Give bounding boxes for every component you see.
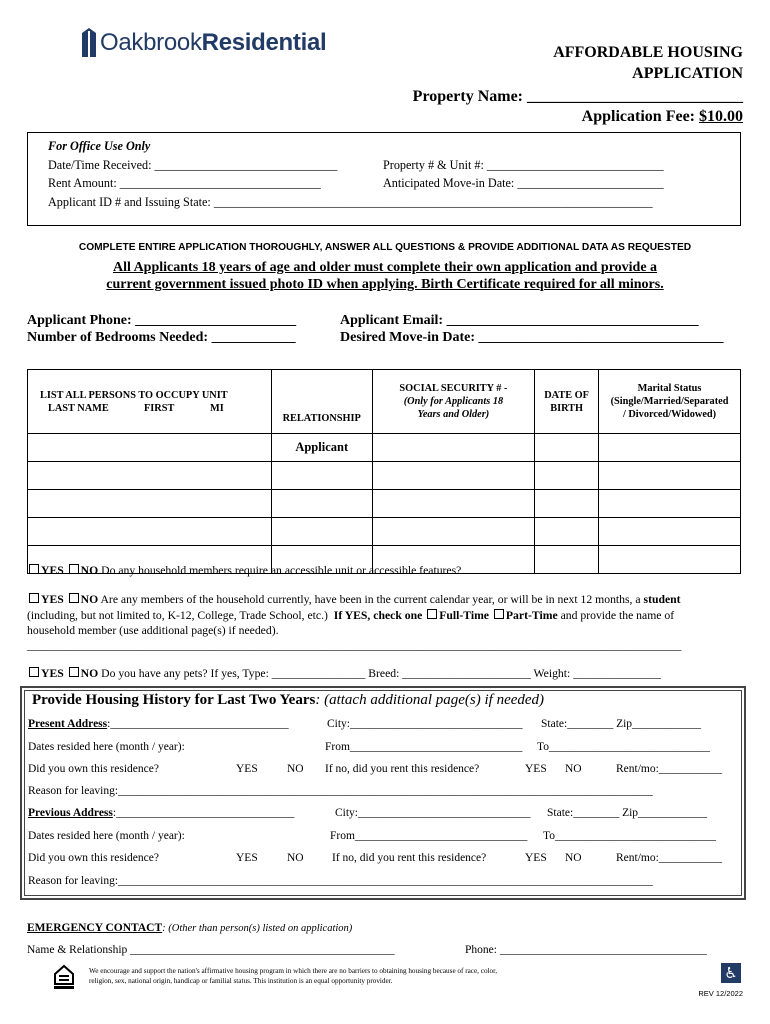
anticipated-move-in-field[interactable]: Anticipated Move-in Date: ________________________ [383, 176, 664, 190]
company-logo [80, 26, 326, 60]
previous-address-field[interactable]: Previous Address:_______________________________ [28, 807, 295, 819]
equal-opportunity-statement: We encourage and support the nation's affirmative housing program in which there are no barriers to obtaining housing because of race, color, religion, sex, national origin, handicap or familial status. This institution is an equal opportunity provider. [89, 967, 498, 985]
present-own-yes[interactable]: YES [236, 763, 258, 775]
cell-name[interactable] [28, 434, 272, 462]
student-question-line-3: household member (use additional page(s) if needed). [27, 624, 279, 637]
full-time-checkbox[interactable] [427, 609, 437, 619]
cell-dob[interactable] [535, 518, 599, 546]
previous-to-field[interactable]: To____________________________ [543, 830, 716, 842]
revision-label: REV 12/2022 [698, 989, 743, 998]
previous-city-field[interactable]: City:______________________________ [335, 807, 531, 819]
present-dates-label: Dates resided here (month / year): [28, 741, 185, 753]
student-question-line-2: (including, but not limited to, K-12, College, Trade School, etc.) If YES, check one Full-Time Part-Time and provide the name of [27, 609, 675, 622]
notice-line-2: current government issued photo ID when applying. Birth Certificate required for all minors. [106, 277, 664, 292]
previous-from-field[interactable]: From______________________________ [330, 830, 528, 842]
cell-marital[interactable] [599, 546, 741, 574]
present-address-field[interactable]: Present Address:_______________________________ [28, 718, 289, 730]
applicant-phone-field[interactable]: Applicant Phone: _______________________ [27, 313, 297, 328]
date-time-received-field[interactable]: Date/Time Received: ______________________________ [48, 157, 338, 172]
notice-line-1: All Applicants 18 years of age and older must complete their own application and provide a [112, 260, 658, 275]
emergency-contact-heading: EMERGENCY CONTACT: (Other than person(s) listed on application) [27, 922, 353, 934]
student-yes-checkbox[interactable] [29, 593, 39, 603]
emergency-name-field[interactable]: Name & Relationship ______________________________________________ [27, 944, 395, 956]
previous-own-yes[interactable]: YES [236, 852, 258, 864]
cell-name[interactable] [28, 490, 272, 518]
present-own-label: Did you own this residence? [28, 763, 159, 775]
accessible-yes-checkbox[interactable] [29, 564, 39, 574]
table-header-row [28, 370, 741, 434]
student-name-line[interactable]: ________________________________________________________________________________________________________________ [27, 639, 682, 652]
pets-question: YES NO Do you have any pets? If yes, Type: ________________ Breed: ______________________ Weight: _______________ [27, 666, 661, 682]
persons-header: LIST ALL PERSONS TO OCCUPY UNIT LAST NAME FIRST MI [28, 370, 272, 434]
present-city-field[interactable]: City:______________________________ [327, 718, 523, 730]
present-reason-field[interactable]: Reason for leaving:_____________________________________________________________________________________________ [28, 785, 653, 797]
present-to-field[interactable]: To____________________________ [537, 741, 710, 753]
student-no-checkbox[interactable] [69, 593, 79, 603]
cell-marital[interactable] [599, 518, 741, 546]
office-use-title: For Office Use Only [48, 139, 151, 153]
logo-wordmark: OakbrookResidential [100, 29, 327, 56]
cell-ssn[interactable] [372, 434, 535, 462]
previous-own-label: Did you own this residence? [28, 852, 159, 864]
office-use-box [27, 132, 741, 226]
present-from-field[interactable]: From______________________________ [325, 741, 523, 753]
logo-mark-icon [80, 27, 98, 59]
present-rent-yes[interactable]: YES [525, 763, 547, 775]
previous-rent-yes[interactable]: YES [525, 852, 547, 864]
desired-move-in-field[interactable]: Desired Move-in Date: ___________________________________ [340, 330, 724, 345]
housing-history-box [20, 686, 746, 900]
table-row[interactable] [28, 462, 741, 490]
present-rent-no[interactable]: NO [565, 763, 582, 775]
present-own-no[interactable]: NO [287, 763, 304, 775]
previous-rent-amount-field[interactable]: Rent/mo:___________ [616, 852, 723, 864]
table-row[interactable] [28, 518, 741, 546]
previous-reason-field[interactable]: Reason for leaving:_____________________________________________________________________________________________ [28, 875, 653, 887]
cell-ssn[interactable] [372, 490, 535, 518]
cell-dob[interactable] [535, 490, 599, 518]
previous-own-no[interactable]: NO [287, 852, 304, 864]
cell-relationship[interactable] [271, 490, 372, 518]
cell-ssn[interactable] [372, 462, 535, 490]
present-rent-amount-field[interactable]: Rent/mo:___________ [616, 763, 723, 775]
cell-dob[interactable] [535, 462, 599, 490]
table-row[interactable] [28, 434, 741, 462]
cell-marital[interactable] [599, 434, 741, 462]
property-unit-field[interactable]: Property # & Unit #: _____________________________ [383, 157, 664, 172]
student-question: YES NO Are any members of the household currently, have been in the current calendar year, or will be in next 12 months, a student [27, 592, 681, 608]
housing-history-title: Provide Housing History for Last Two Years: (attach additional page(s) if needed) [32, 692, 545, 708]
part-time-checkbox[interactable] [494, 609, 504, 619]
present-rent-label: If no, did you rent this residence? [325, 763, 480, 775]
marital-header: Marital Status (Single/Married/Separated / Divorced/Widowed) [599, 370, 741, 434]
previous-rent-label: If no, did you rent this residence? [332, 852, 487, 864]
accessible-question: YES NO Do any household members require an accessible unit or accessible features? [27, 563, 461, 579]
rent-amount-field[interactable]: Rent Amount: _________________________________ [48, 176, 321, 190]
previous-state-zip-field[interactable]: State:________ Zip____________ [547, 807, 708, 819]
cell-name[interactable] [28, 462, 272, 490]
emergency-phone-field[interactable]: Phone: ____________________________________ [465, 944, 707, 956]
cell-dob[interactable] [535, 546, 599, 574]
present-state-zip-field[interactable]: State:________ Zip____________ [541, 718, 702, 730]
cell-ssn[interactable] [372, 518, 535, 546]
cell-relationship[interactable] [271, 518, 372, 546]
accessible-no-checkbox[interactable] [69, 564, 79, 574]
relationship-header: RELATIONSHIP [271, 370, 372, 434]
cell-name[interactable] [28, 518, 272, 546]
occupants-table [27, 369, 741, 574]
table-row[interactable] [28, 490, 741, 518]
accessibility-icon: ♿ [721, 963, 741, 983]
form-title: AFFORDABLE HOUSING APPLICATION [553, 44, 743, 82]
pets-no-checkbox[interactable] [69, 667, 79, 677]
instructions-line: COMPLETE ENTIRE APPLICATION THOROUGHLY, ANSWER ALL QUESTIONS & PROVIDE ADDITIONAL DATA AS REQUESTED [78, 242, 692, 253]
dob-header: DATE OF BIRTH [535, 370, 599, 434]
pets-yes-checkbox[interactable] [29, 667, 39, 677]
equal-housing-icon [53, 964, 75, 990]
application-fee: Application Fee: $10.00 [581, 108, 743, 125]
property-name-field[interactable]: Property Name: ___________________________ [412, 88, 743, 105]
applicant-email-field[interactable]: Applicant Email: ____________________________________ [340, 313, 699, 328]
previous-dates-label: Dates resided here (month / year): [28, 830, 185, 842]
cell-dob[interactable] [535, 434, 599, 462]
cell-relationship[interactable] [271, 462, 372, 490]
cell-marital[interactable] [599, 490, 741, 518]
applicant-id-field[interactable]: Applicant ID # and Issuing State: ________________________________________________________________________ [48, 194, 653, 209]
cell-marital[interactable] [599, 462, 741, 490]
ssn-header: SOCIAL SECURITY # - (Only for Applicants 18 Years and Older) [372, 370, 535, 434]
cell-relationship[interactable]: Applicant [271, 434, 372, 462]
bedrooms-needed-field[interactable]: Number of Bedrooms Needed: ____________ [27, 330, 296, 345]
previous-rent-no[interactable]: NO [565, 852, 582, 864]
